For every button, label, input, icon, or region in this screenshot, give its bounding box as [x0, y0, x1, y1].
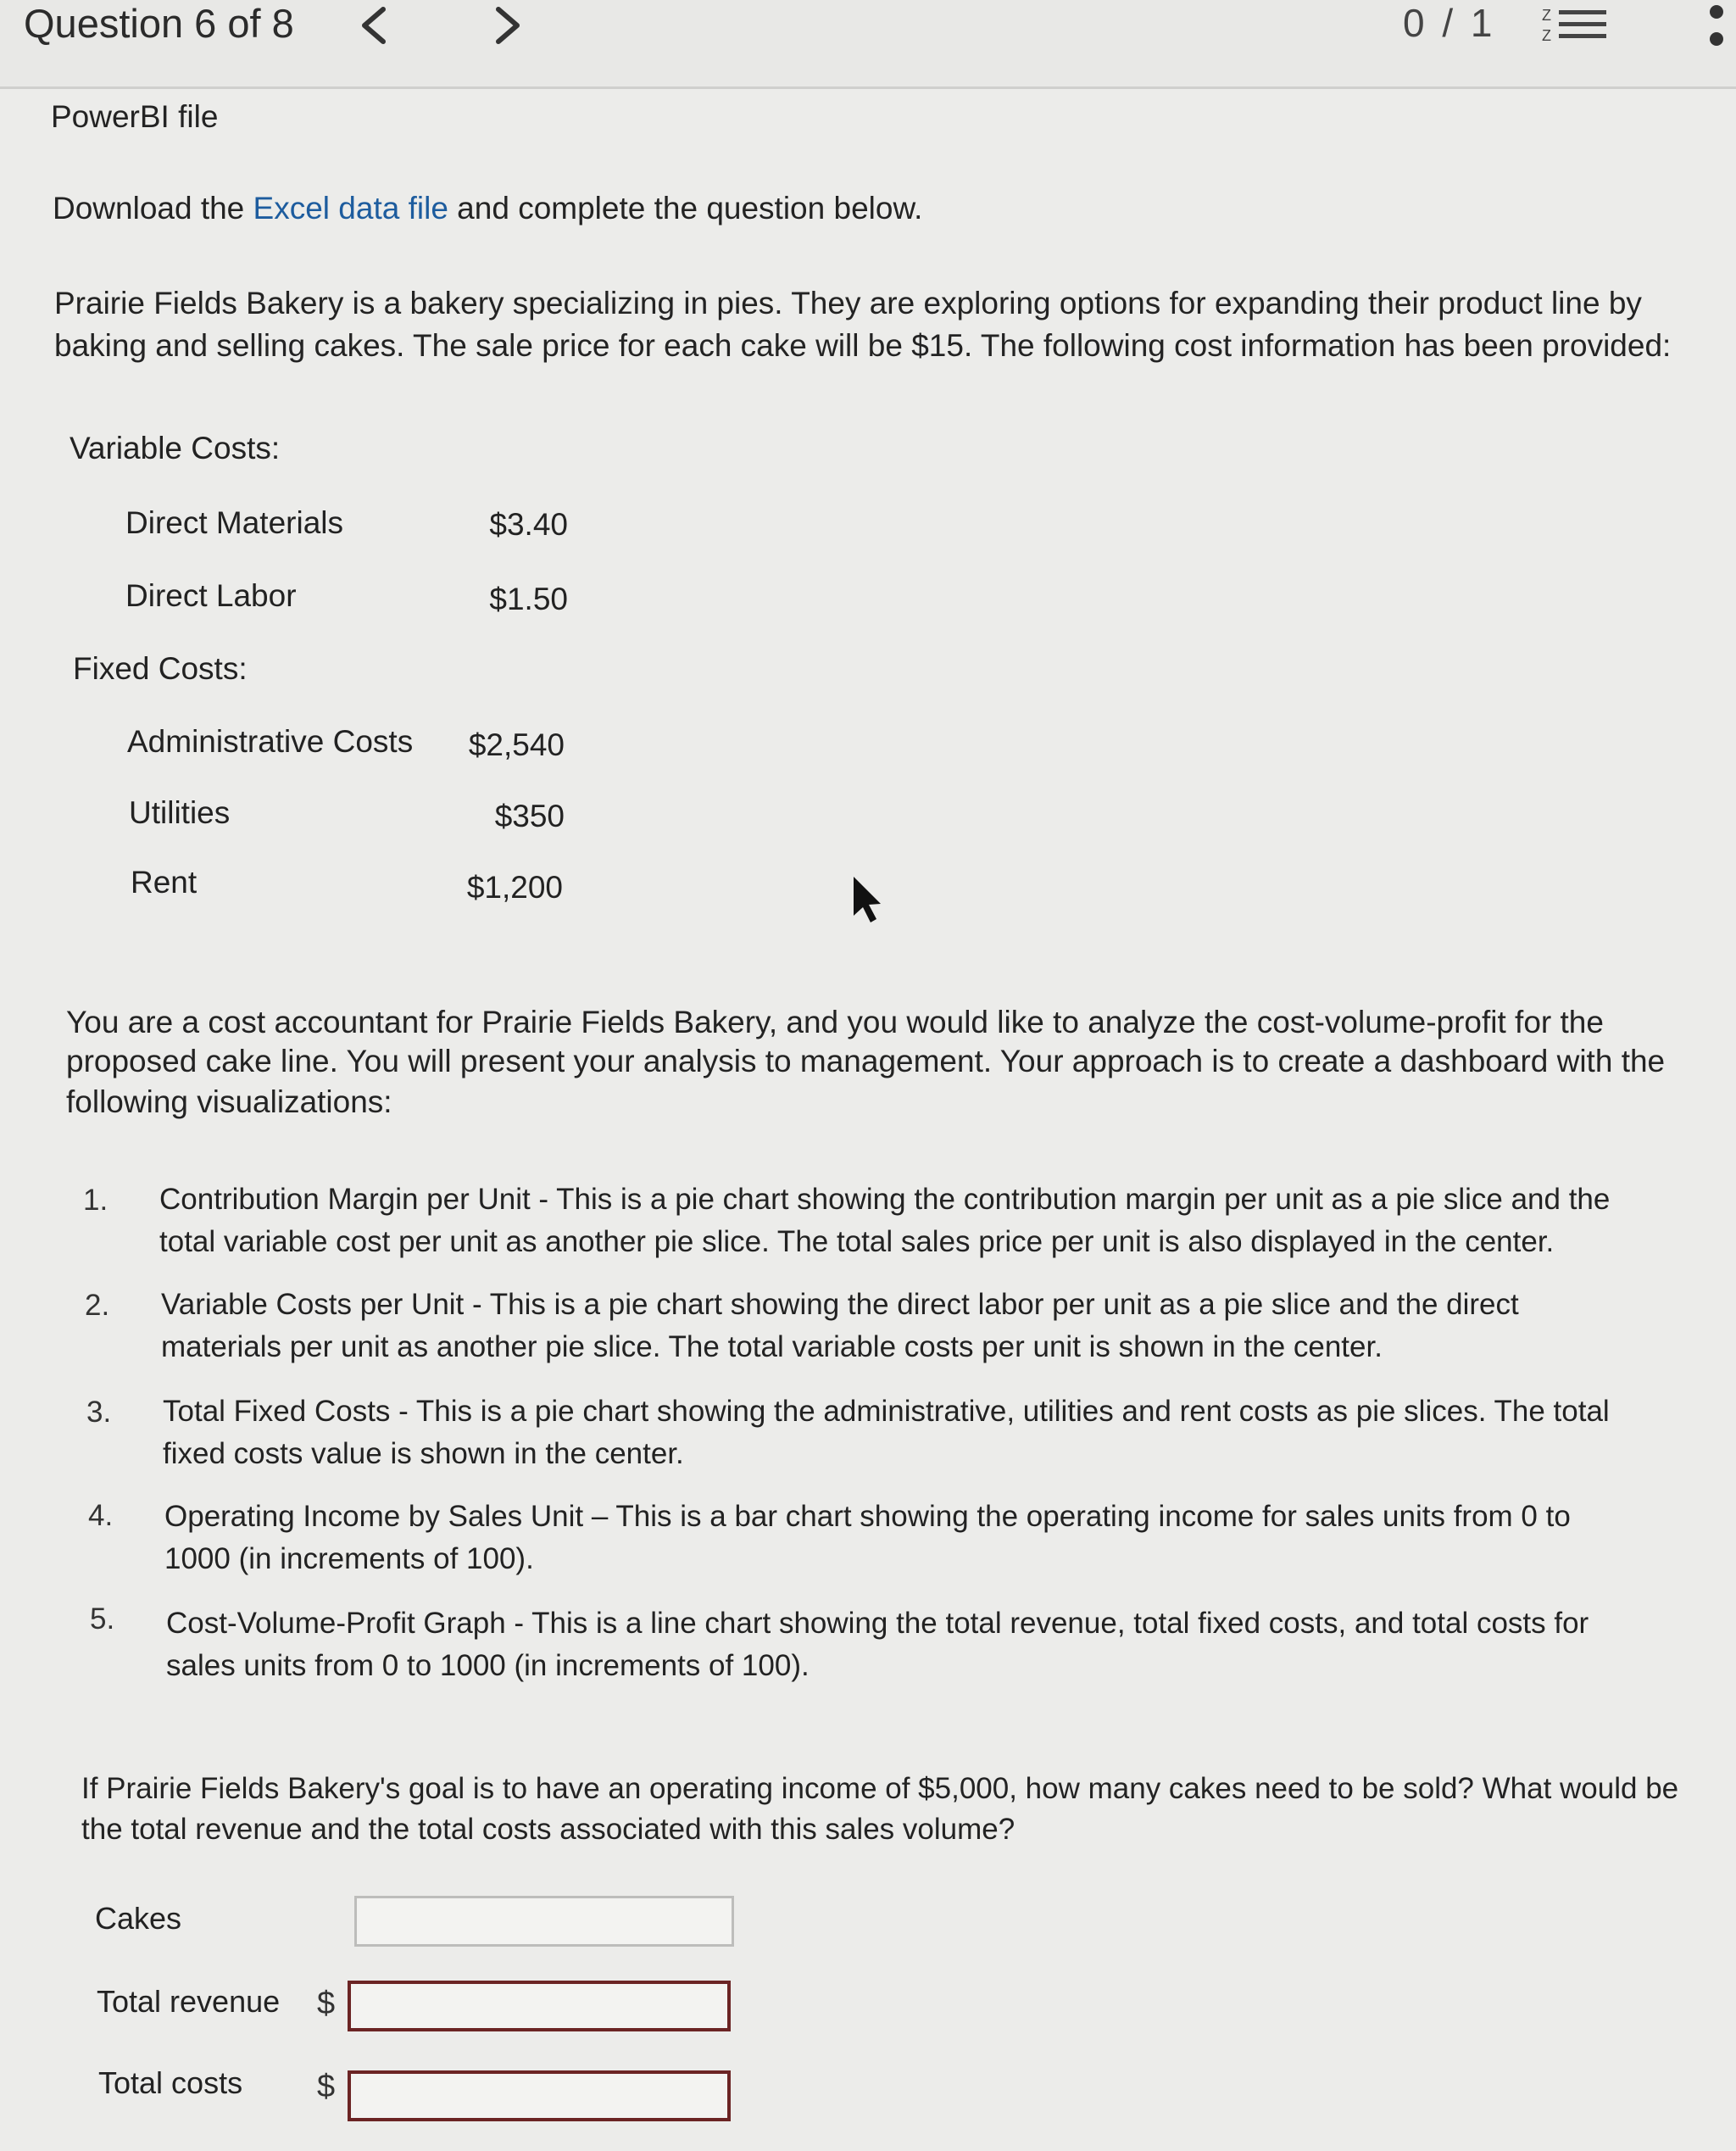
previous-question-button[interactable]	[348, 0, 398, 51]
total-revenue-label: Total revenue	[97, 1984, 281, 2019]
goal-question-line-2: the total revenue and the total costs associated with this sales volume?	[81, 1813, 1015, 1846]
scenario-line-1: You are a cost accountant for Prairie Fields Bakery, and you would like to analyze the cost-volume-profit for the	[66, 1005, 1604, 1039]
list-item-line-2: sales units from 0 to 1000 (in increments of 100).	[166, 1649, 810, 1682]
direct-materials-label: Direct Materials	[125, 505, 343, 540]
score-indicator: 0 / 1	[1403, 1, 1496, 45]
svg-text:Z: Z	[1542, 7, 1551, 24]
list-item-line-1: Cost-Volume-Profit Graph - This is a line chart showing the total revenue, total fixed costs, and total costs for	[166, 1607, 1589, 1640]
chevron-left-icon	[356, 4, 390, 47]
question-title: PowerBI file	[51, 99, 219, 134]
goal-question-line-1: If Prairie Fields Bakery's goal is to have an operating income of $5,000, how many cakes need to be sold? What would be	[81, 1772, 1679, 1805]
list-item-number: 2.	[85, 1289, 110, 1322]
costs-dollar-sign: $	[317, 2069, 336, 2104]
utilities-value: $350	[494, 799, 565, 833]
list-item-number: 4.	[88, 1499, 114, 1532]
utilities-label: Utilities	[129, 795, 231, 830]
list-item-line-1: Total Fixed Costs - This is a pie chart showing the administrative, utilities and rent costs as pie slices. The total	[163, 1395, 1610, 1428]
download-suffix: and complete the question below.	[448, 191, 923, 226]
total-costs-label: Total costs	[98, 2065, 243, 2100]
rent-label: Rent	[131, 865, 198, 900]
rent-value: $1,200	[466, 870, 563, 905]
download-instruction	[53, 188, 922, 229]
scenario-line-2: proposed cake line. You will present your analysis to management. Your approach is to create a dashboard with the	[66, 1044, 1666, 1078]
total-costs-input[interactable]	[348, 2070, 731, 2121]
administrative-costs-value: $2,540	[468, 727, 565, 762]
intro-line-2: baking and selling cakes. The sale price for each cake will be $15. The following cost information has been provided:	[54, 328, 1672, 363]
direct-materials-value: $3.40	[489, 507, 568, 542]
revenue-dollar-sign: $	[317, 1986, 336, 2021]
svg-text:Z: Z	[1542, 27, 1551, 44]
administrative-costs-label: Administrative Costs	[127, 724, 414, 759]
variable-costs-heading: Variable Costs:	[70, 431, 281, 465]
intro-line-1: Prairie Fields Bakery is a bakery specializing in pies. They are exploring options for expanding their product line by	[54, 286, 1642, 320]
next-question-button[interactable]	[483, 0, 534, 51]
more-vertical-icon	[1704, 2, 1729, 53]
excel-data-file-link[interactable]: Excel data file	[253, 191, 448, 226]
list-item-number: 3.	[86, 1396, 112, 1429]
scenario-line-3: following visualizations:	[66, 1084, 392, 1119]
list-item-line-2: total variable cost per unit as another pie slice. The total sales price per unit is also displayed in the center.	[159, 1225, 1555, 1258]
cakes-label: Cakes	[95, 1901, 182, 1936]
list-item-line-2: fixed costs value is shown in the center.	[163, 1437, 684, 1470]
numbered-list-icon	[1538, 3, 1615, 46]
list-item-line-2: 1000 (in increments of 100).	[164, 1542, 534, 1575]
question-header	[0, 0, 1736, 89]
direct-labor-label: Direct Labor	[125, 578, 297, 613]
mouse-pointer-icon	[850, 875, 884, 926]
list-item-line-1: Operating Income by Sales Unit – This is a bar chart showing the operating income for sales units from 0 to	[164, 1500, 1571, 1533]
more-options-button[interactable]	[1704, 2, 1729, 53]
fixed-costs-heading: Fixed Costs:	[73, 651, 248, 686]
chevron-right-icon	[492, 4, 526, 47]
list-item-line-1: Contribution Margin per Unit - This is a pie chart showing the contribution margin per unit as a pie slice and the	[159, 1183, 1611, 1216]
download-prefix: Download the	[53, 191, 253, 226]
list-item-line-2: materials per unit as another pie slice. The total variable costs per unit is shown in the center.	[161, 1330, 1383, 1363]
direct-labor-value: $1.50	[489, 582, 568, 616]
question-list-button[interactable]	[1538, 3, 1615, 46]
total-revenue-input[interactable]	[348, 1981, 731, 2031]
cakes-input[interactable]	[354, 1896, 734, 1947]
list-item-line-1: Variable Costs per Unit - This is a pie chart showing the direct labor per unit as a pie slice and the direct	[161, 1288, 1519, 1321]
list-item-number: 1.	[83, 1184, 108, 1217]
question-counter: Question 6 of 8	[24, 1, 294, 46]
list-item-number: 5.	[90, 1602, 115, 1636]
